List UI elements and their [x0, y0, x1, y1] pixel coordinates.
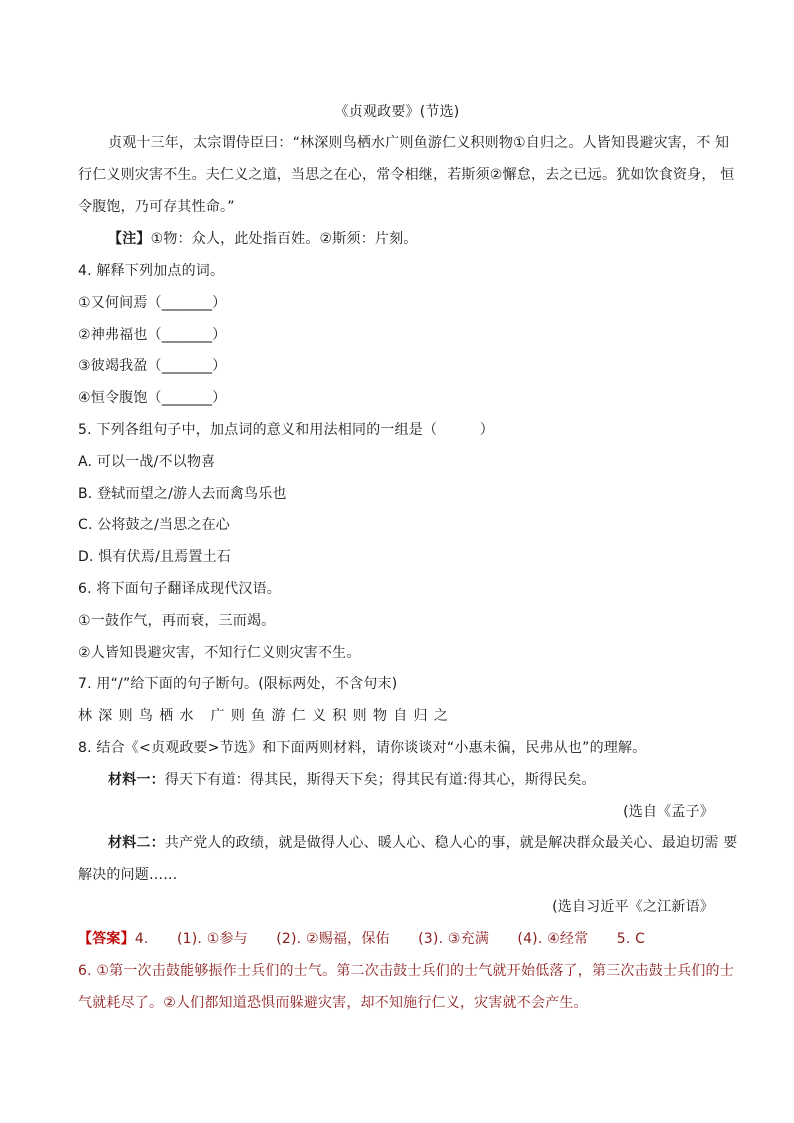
answer-tag: 【答案】 — [78, 931, 135, 947]
material-2-text: 共产党人的政绩，就是做得人心、暖人心、稳人心的事，就是解决群众最关心、最迫切需 要 — [164, 835, 738, 851]
material-2-line-1 — [108, 834, 737, 852]
note-text: ①物：众人，此处指百姓。②斯须：片刻。 — [150, 231, 418, 247]
question-4-item-3: ③彼竭我盈（_______） — [78, 358, 227, 374]
question-6-stem: 6. 将下面句子翻译成现代汉语。 — [78, 581, 282, 597]
question-4-item-1: ①又何间焉（_______） — [78, 295, 227, 311]
question-5-option-d: D. 惧有伏焉/且焉置土石 — [78, 549, 231, 565]
answer-text-1: 4. (1). ①参与 (2). ②赐福，保佑 (3). ③充满 (4). ④经常 5. C — [134, 931, 646, 947]
note-tag: 【注】 — [108, 231, 151, 247]
material-1 — [108, 771, 596, 789]
material-1-label: 材料一： — [108, 772, 165, 788]
question-5-option-c: C. 公将鼓之/当思之在心 — [78, 517, 230, 533]
annotation-note — [108, 230, 418, 248]
question-5-option-a: A. 可以一战/不以物喜 — [78, 454, 216, 470]
question-4-item-4: ④恒令腹饱（_______） — [78, 390, 227, 406]
passage-line-1: 贞观十三年，太宗谓侍臣曰：“林深则鸟栖水广则鱼游仁义积则物①自归之。人皆知畏避灾害，不 知 — [108, 135, 730, 151]
passage-line-2: 行仁义则灾害不生。夫仁义之道，当思之在心，常令相继，若斯须②懈怠，去之已远。犹如饮食资身， 恒 — [78, 167, 735, 183]
question-7-sentence: 林深则鸟栖水 广则鱼游仁义积则物自归之 — [78, 708, 455, 724]
question-6-item-2: ②人皆知畏避灾害，不知行仁义则灾害不生。 — [78, 645, 361, 661]
passage-title: 《贞观政要》(节选) — [334, 104, 460, 120]
question-7-stem: 7. 用“/”给下面的句子断句。(限标两处，不含句末) — [78, 676, 398, 692]
question-4-stem: 4. 解释下列加点的词。 — [78, 263, 225, 279]
answer-line-1 — [78, 930, 645, 948]
material-2-source: (选自习近平《之江新语》 — [552, 899, 714, 915]
question-5-stem: 5. 下列各组句子中，加点词的意义和用法相同的一组是（ ） — [78, 422, 495, 438]
question-4-item-2: ②神弗福也（_______） — [78, 327, 227, 343]
passage-line-3: 令腹饱，乃可存其性命。” — [78, 199, 235, 215]
question-5-option-b: B. 登轼而望之/游人去而禽鸟乐也 — [78, 486, 287, 502]
answer-line-3: 气就耗尽了。②人们都知道恐惧而躲避灾害，却不知施行仁义，灾害就不会产生。 — [78, 995, 588, 1011]
material-2-label: 材料二： — [108, 835, 165, 851]
material-1-source: (选自《孟子》 — [623, 804, 714, 820]
material-2-line-2: 解决的问题…… — [78, 867, 178, 883]
question-6-item-1: ①一鼓作气，再而衰，三而竭。 — [78, 613, 276, 629]
material-1-text: 得天下有道：得其民，斯得天下矣；得其民有道:得其心，斯得民矣。 — [164, 772, 596, 788]
answer-line-2: 6. ①第一次击鼓能够振作士兵们的士气。第二次击鼓士兵们的士气就开始低落了，第三次击鼓士兵们的士 — [78, 963, 734, 979]
question-8-stem: 8. 结合《<贞观政要>节选》和下面两则材料，请你谈谈对“小惠未徧，民弗从也”的理解。 — [78, 740, 647, 756]
